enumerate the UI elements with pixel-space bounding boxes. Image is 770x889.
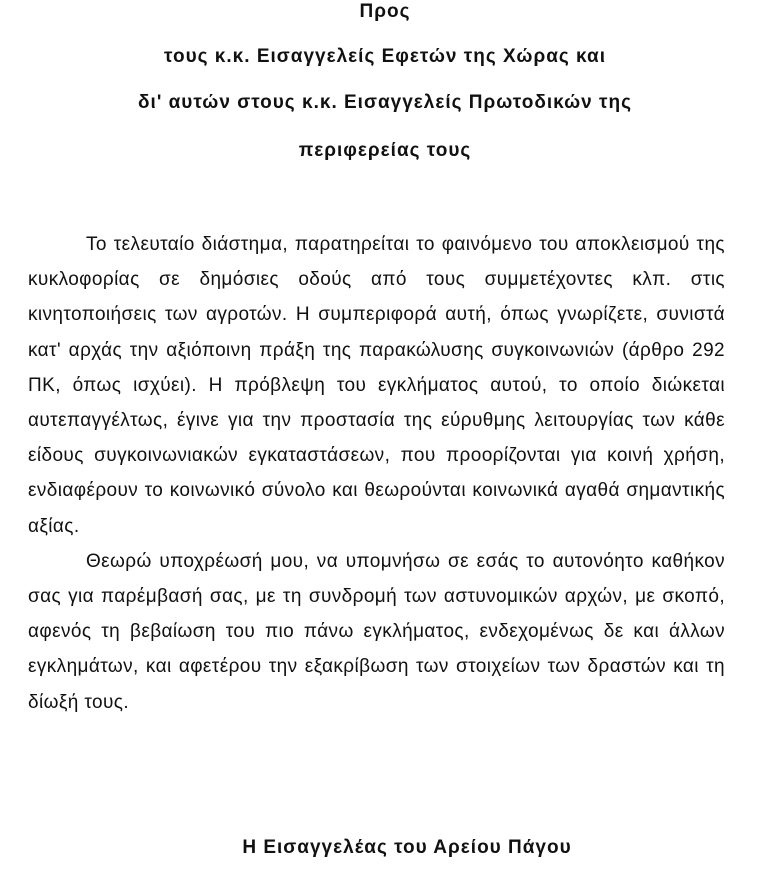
recipient-line-first-instance-prosecutors: δι' αυτών στους κ.κ. Εισαγγελείς Πρωτοδικών της (138, 92, 632, 113)
body-paragraph-2: Θεωρώ υποχρέωσή μου, να υπομνήσω σε εσάς το αυτονόητο καθήκον σας για παρέμβασή σας, με τη συνδρομή των αστυνομικών αρχών, με σκοπό, αφενός τη βεβαίωση του πιο πάνω εγκλήματος, ενδεχομένως δε και άλλων εγκλημάτων, και αφετέρου την εξακρίβωση των στοιχείων των δραστών και τη δίωξή τους. (28, 550, 725, 713)
recipient-line-to: Προς (359, 1, 411, 22)
signature-title: Η Εισαγγελέας του Αρείου Πάγου (242, 837, 572, 858)
body-paragraph-1: Το τελευταίο διάστημα, παρατηρείται το φαινόμενο του αποκλεισμού της κυκλοφορίας σε δημόσιες οδούς από τους συμμετέχοντες κλπ. στις κινητοποιήσεις των αγροτών. Η συμπεριφορά αυτή, όπως γνωρίζετε, συνιστά κατ' αρχάς την αξιόποινη πράξη της παρακώλυσης συγκοινωνιών (άρθρο 292 ΠΚ, όπως ισχύει). Η πρόβλεψη του εγκλήματος αυτού, το οποίο διώκεται αυτεπαγγέλτως, έγινε για την προστασία της εύρυθμης λειτουργίας των κάθε είδους συγκοινωνιακών εγκαταστάσεων, που προορίζονται για κοινή χρήση, ενδιαφέρουν το κοινωνικό σύνολο και θεωρούνται κοινωνικά αγαθά σημαντικής αξίας. (28, 234, 725, 537)
document-body (28, 227, 725, 720)
recipient-line-appeals-prosecutors: τους κ.κ. Εισαγγελείς Εφετών της Χώρας και (164, 46, 606, 67)
recipient-line-region: περιφερείας τους (298, 140, 472, 161)
